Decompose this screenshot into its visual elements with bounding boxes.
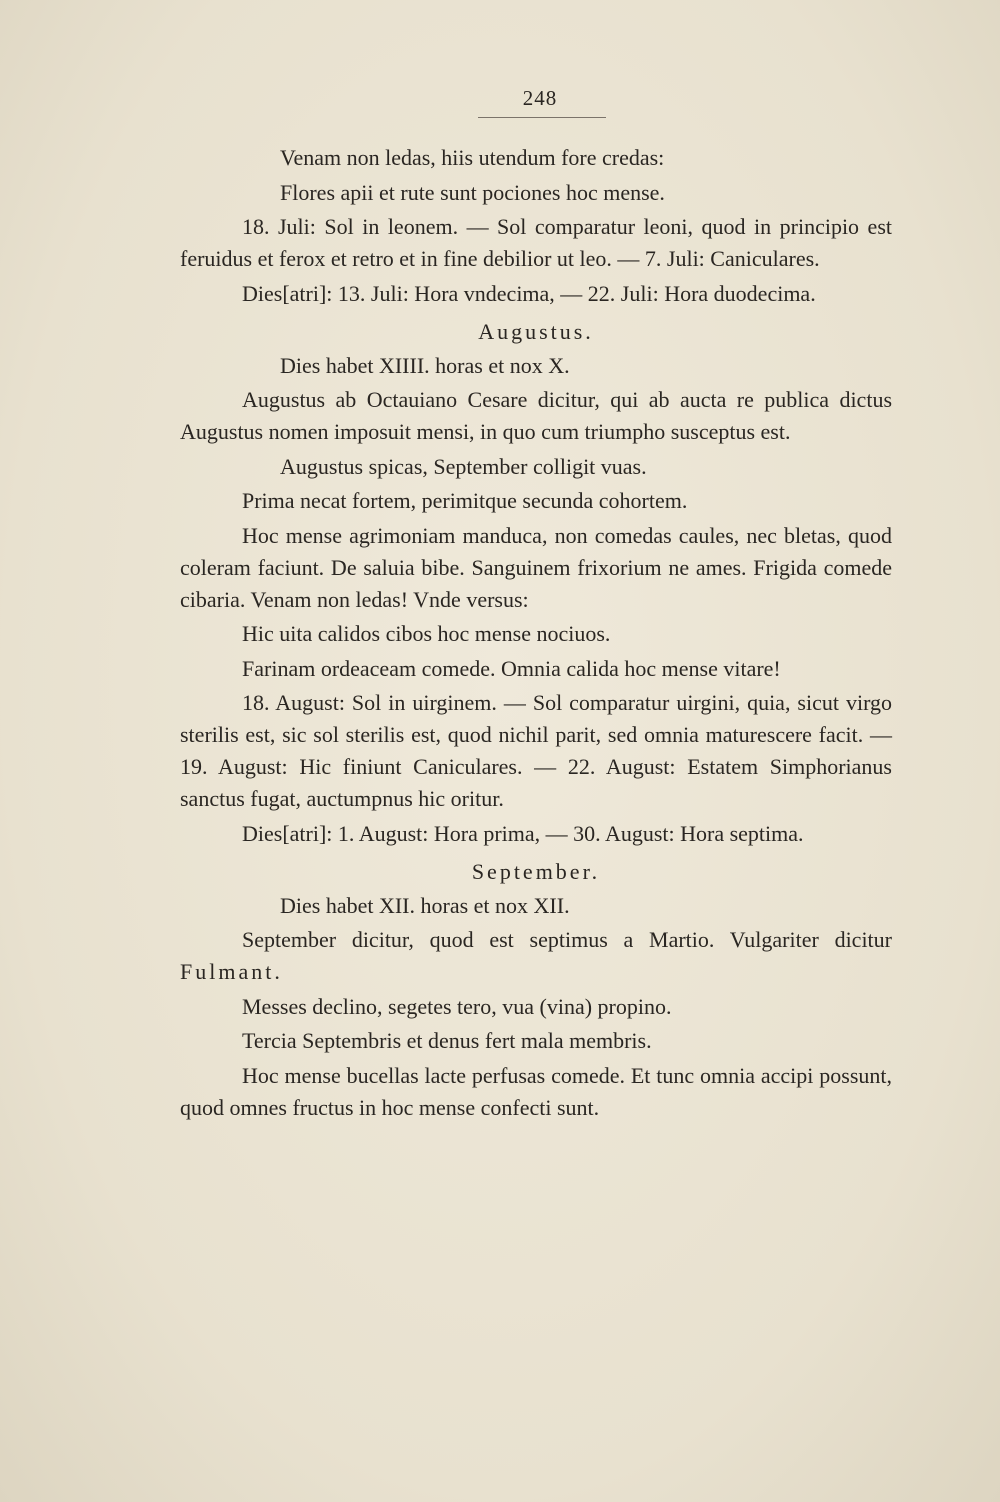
section-heading-september: September.: [471, 858, 601, 884]
paragraph: 18. August: Sol in uirginem. — Sol comparatur uirgini, quia, sicut virgo sterilis est, sic sol sterilis est, quod nichil parit, sed omnia maturescere facit. — 19. August: Hic finiunt Caniculares. — 22. August: Estatem Simphorianus sanctus fugat, auctumpnus hic oritur.: [180, 690, 892, 811]
header-rule: [478, 117, 606, 118]
section-heading-augustus: Augustus.: [478, 318, 594, 344]
verse-line: Venam non ledas, hiis utendum fore credas:: [280, 145, 665, 170]
paragraph: 18. Juli: Sol in leonem. — Sol comparatur leoni, quod in principio est feruidus et ferox et retro et in fine debilior ut leo. — 7. Juli: Caniculares.: [180, 214, 892, 271]
paragraph: Augustus ab Octauiano Cesare dicitur, qui ab aucta re publica dictus Augustus nomen imposuit mensi, in quo cum triumpho susceptus est.: [180, 387, 892, 444]
verse-line: Augustus spicas, September colligit vuas.: [280, 453, 647, 479]
verse-line: Messes declino, segetes tero, vua (vina) propino.: [242, 993, 672, 1019]
day-hours-line: Dies habet XIIII. horas et nox X.: [280, 352, 570, 378]
verse-line: Flores apii et rute sunt pociones hoc mense.: [280, 179, 665, 205]
paragraph: Dies[atri]: 1. August: Hora prima, — 30. August: Hora septima.: [242, 820, 804, 846]
page-number: 248: [522, 86, 558, 110]
paragraph: Hoc mense bucellas lacte perfusas comede. Et tunc omnia accipi possunt, quod omnes fructus in hoc mense confecti sunt.: [180, 1062, 892, 1120]
verse-line: Tercia Septembris et denus fert mala membris.: [242, 1028, 652, 1053]
paragraph: Dies[atri]: 13. Juli: Hora vndecima, — 22. Juli: Hora duodecima.: [242, 280, 816, 306]
paragraph: Hoc mense agrimoniam manduca, non comedas caules, nec bletas, quod coleram faciunt. De saluia bibe. Sanguinem frixorium ne ames. Frigida comede cibaria. Venam non ledas! Vnde versus:: [180, 522, 892, 612]
body-text: [180, 142, 892, 1126]
verse-line: Farinam ordeaceam comede. Omnia calida hoc mense vitare!: [242, 655, 781, 681]
vernacular-name: Fulmant.: [180, 959, 283, 984]
day-hours-line: Dies habet XII. horas et nox XII.: [280, 892, 570, 918]
verse-line: Prima necat fortem, perimitque secunda cohortem.: [242, 488, 688, 513]
verse-line: Hic uita calidos cibos hoc mense nociuos.: [242, 621, 611, 646]
paragraph: [180, 924, 892, 988]
paragraph-text: September dicitur, quod est septimus a Martio. Vulgariter dicitur: [242, 927, 892, 952]
